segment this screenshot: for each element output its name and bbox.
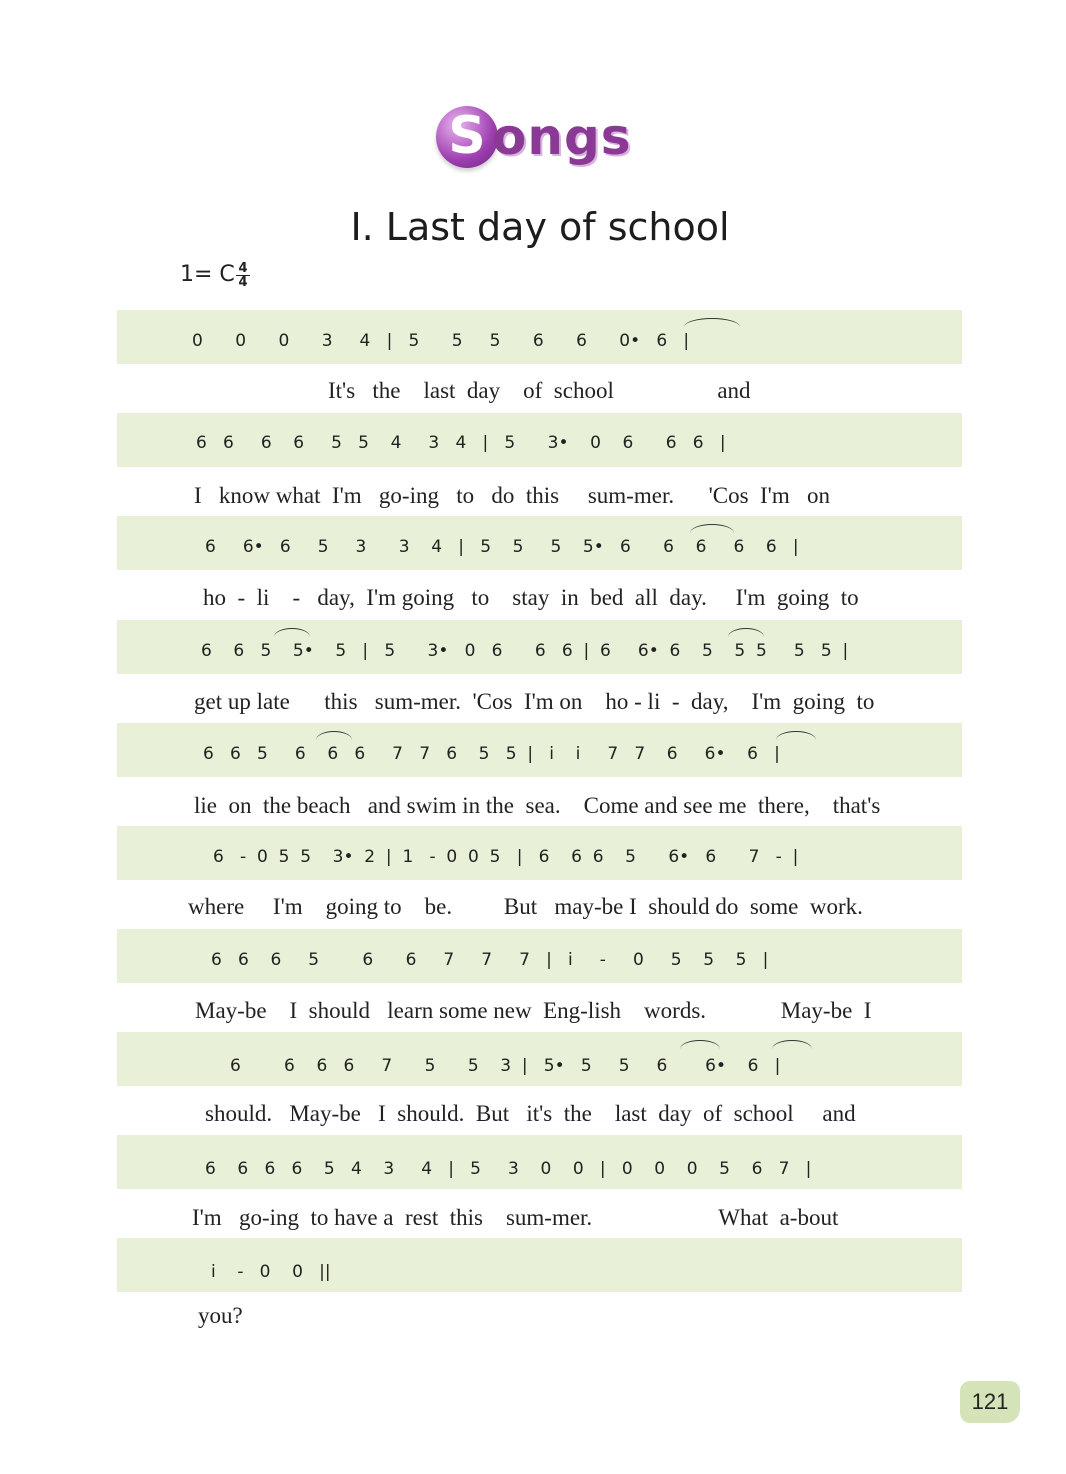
lyric-line: lie on the beach and swim in the sea. Come and see me there, that's	[194, 793, 881, 818]
lyric-line: get up late this sum-mer. 'Cos I'm on ho - li - day, I'm going to	[194, 689, 875, 714]
song-title: I. Last day of school	[350, 205, 730, 249]
lyric-line: where I'm going to be. But may-be I should do some work.	[188, 894, 863, 919]
lyric-line: May-be I should learn some new Eng-lish words. May-be I	[195, 998, 872, 1023]
lyric-line: should. May-be I should. But it's the last day of school and	[205, 1101, 856, 1126]
notation-line: 6 6 5 6 6 6 7 7 6 5 5 | i i 7 7 6 6• 6 |	[203, 744, 780, 764]
notation-line: 6 6 6 6 7 5 5 3 | 5• 5 5 6 6• 6 |	[230, 1056, 781, 1076]
lyric-line: I'm go-ing to have a rest this sum-mer. What a-bout	[192, 1205, 839, 1230]
time-bottom: 4	[236, 275, 250, 289]
songs-logo-s: S	[436, 106, 498, 168]
time-top: 4	[238, 261, 248, 276]
time-signature	[236, 262, 250, 289]
notation-line: 6 6 6 6 5 5 4 3 4 | 5 3• 0 6 6 6 |	[196, 433, 726, 453]
page-number: 121	[960, 1381, 1020, 1423]
lyric-line: you?	[198, 1303, 243, 1328]
lyric-line: It's the last day of school and	[190, 378, 751, 403]
key-signature	[180, 261, 248, 290]
notation-line: 0 0 0 3 4 | 5 5 5 6 6 0• 6 |	[192, 331, 690, 351]
notation-line: 6 - 0 5 5 3• 2 | 1 - 0 0 5 | 6 6 6 5 6• 6 7 - |	[213, 847, 799, 867]
notation-line: 6 6 5 5• 5 | 5 3• 0 6 6 6 | 6 6• 6 5 5 5 5 5 |	[201, 641, 849, 661]
songs-logo-word: ongs	[492, 108, 632, 166]
lyric-line: ho - li - day, I'm going to stay in bed all day. I'm going to	[203, 585, 859, 610]
notation-line: 6 6• 6 5 3 3 4 | 5 5 5 5• 6 6 6 6 6 |	[205, 537, 799, 557]
lyric-line: I know what I'm go-ing to do this sum-mer. 'Cos I'm on	[194, 483, 830, 508]
notation-line: i - 0 0 ||	[211, 1262, 331, 1282]
notation-line: 6 6 6 5 6 6 7 7 7 | i - 0 5 5 5 |	[211, 950, 769, 970]
key-label: 1= C	[180, 262, 235, 287]
notation-line: 6 6 6 6 5 4 3 4 | 5 3 0 0 | 0 0 0 5 6 7 |	[205, 1159, 812, 1179]
